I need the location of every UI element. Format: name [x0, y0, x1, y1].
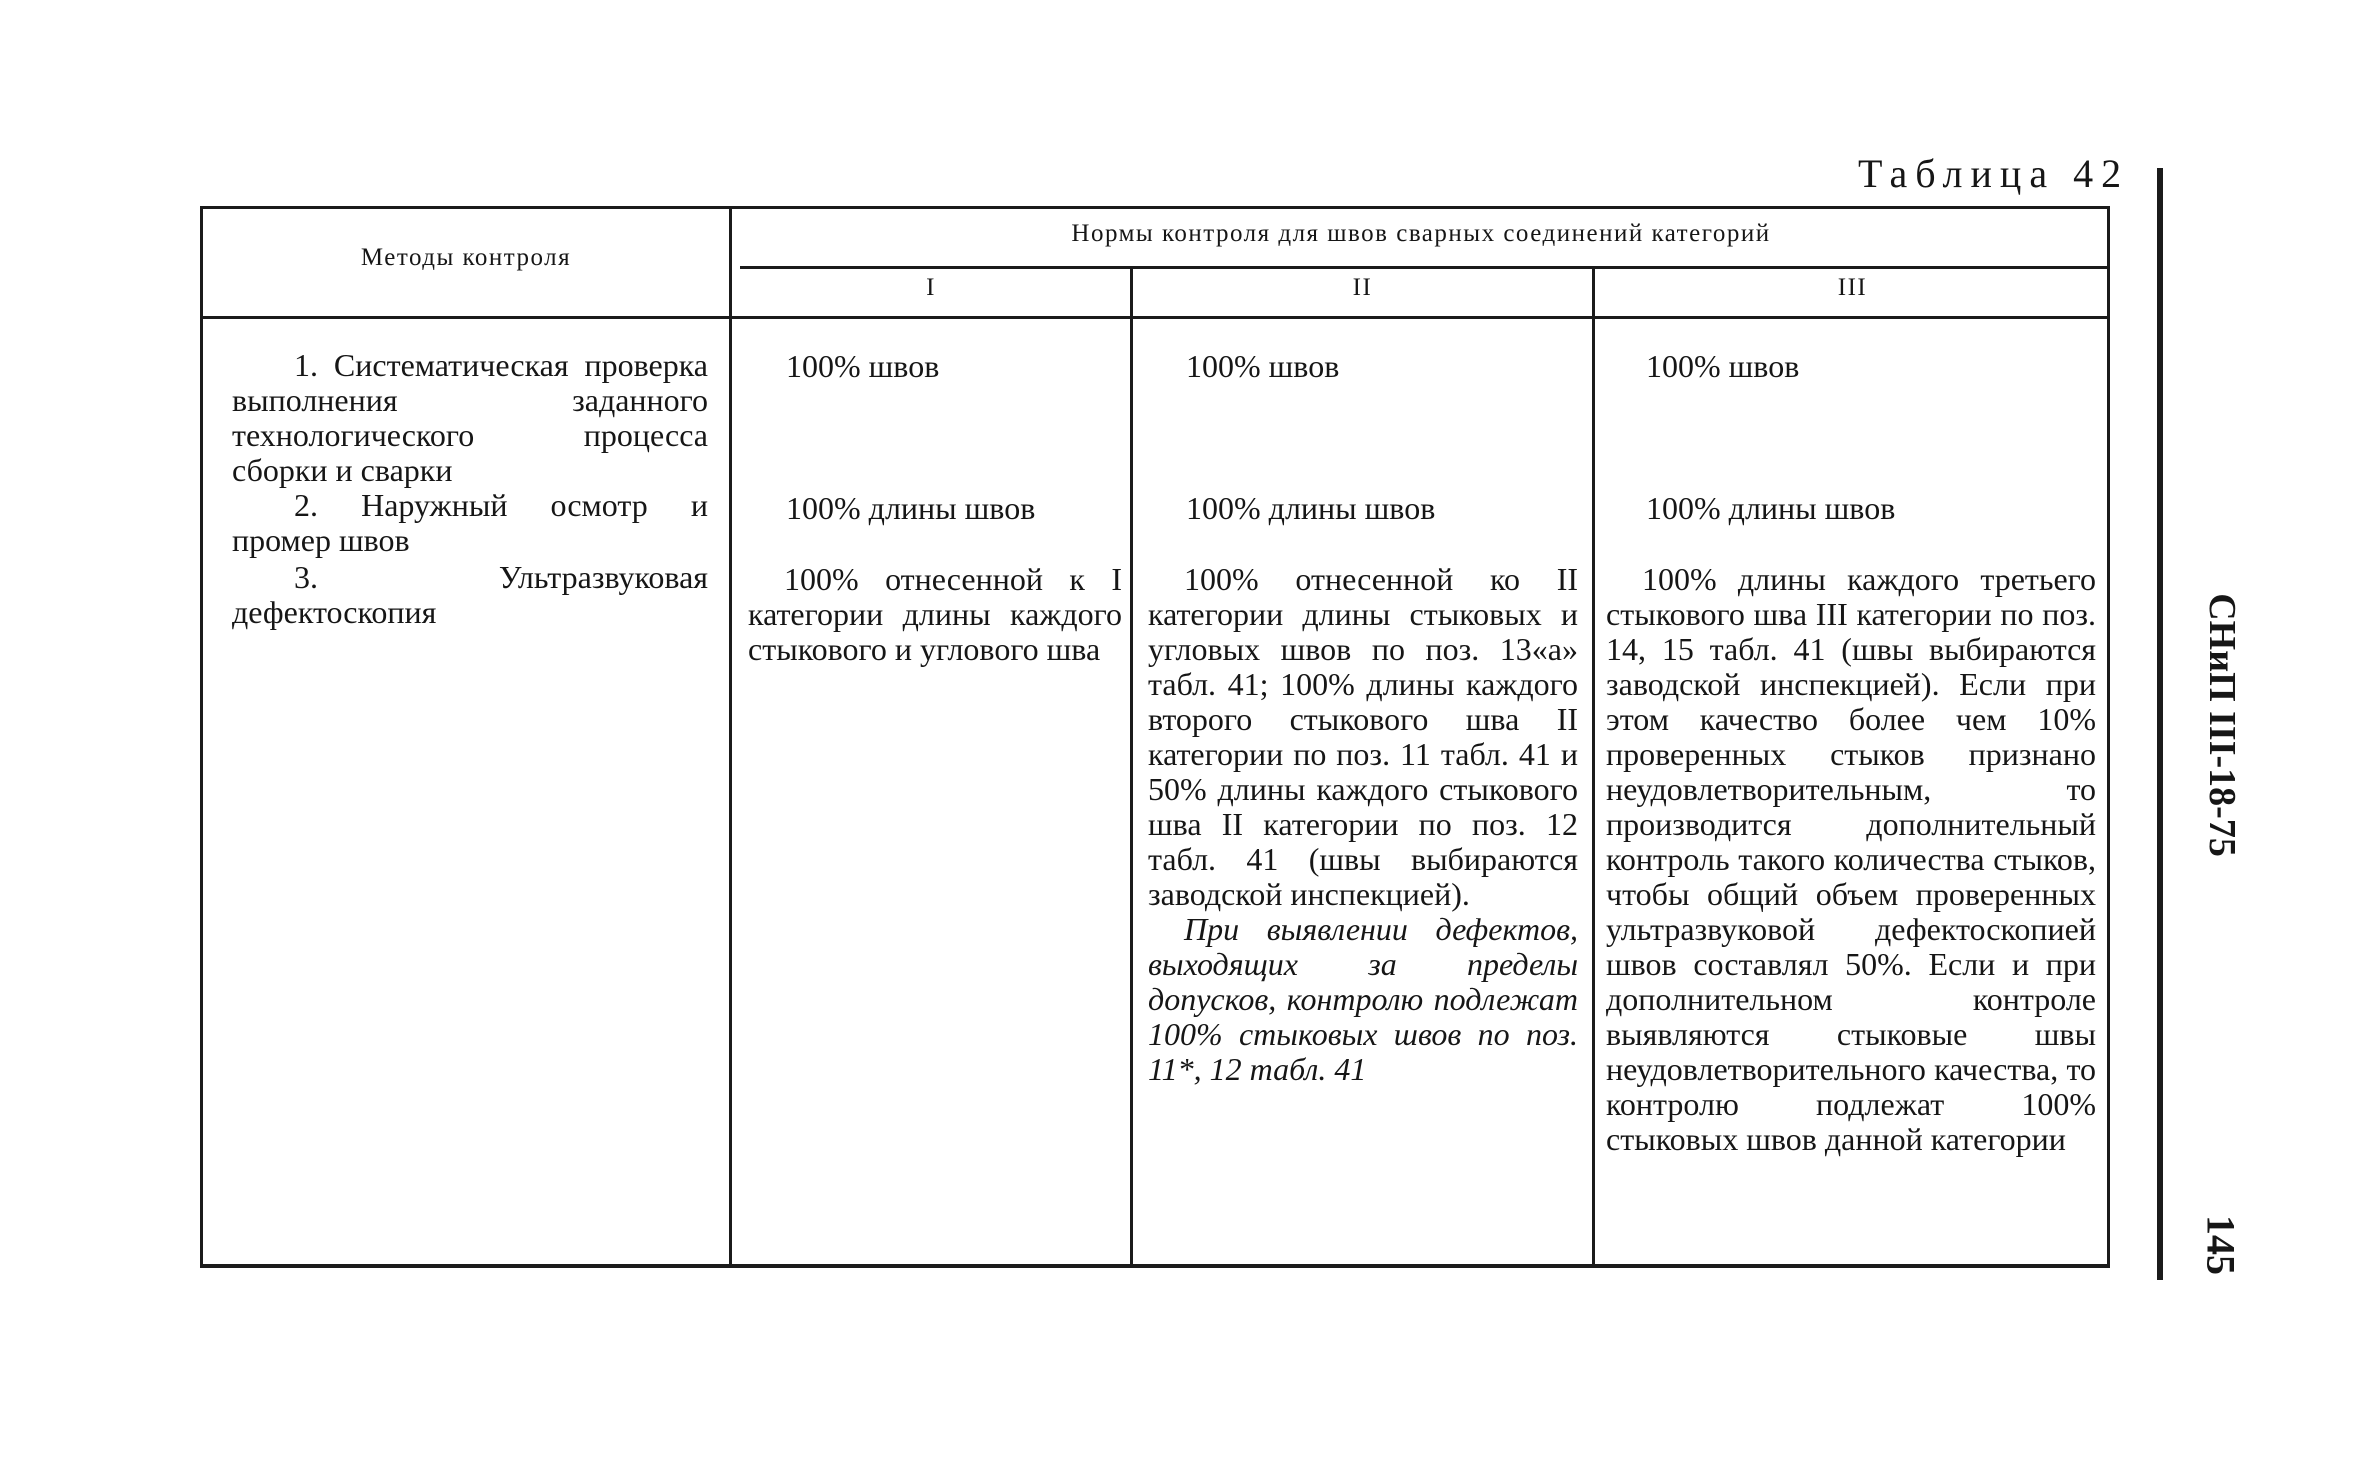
- column-divider-2: [1130, 266, 1133, 1268]
- method-1: [232, 348, 708, 488]
- running-head: [2200, 595, 2244, 855]
- header-category-3: III: [1837, 274, 1868, 301]
- row3-cat1-text: 100% отнесенной к I категории длины каждого стыкового и углового шва: [748, 561, 1122, 667]
- row1-cat1: 100% швов: [786, 348, 940, 384]
- header-category-1: I: [926, 274, 936, 301]
- header-category-2: II: [1352, 274, 1373, 301]
- row3-cat2: [1148, 562, 1578, 1087]
- method-1-text: 1. Систематическая проверка выполнения заданного технологического процесса сборки и сварки: [232, 347, 708, 488]
- header-subdivider: [740, 266, 2110, 269]
- row3-cat2-note: [1148, 912, 1578, 1087]
- method-3: [232, 560, 708, 630]
- row2-cat3: 100% длины швов: [1646, 490, 1896, 526]
- row3-cat3-text: 100% длины каждого третьего стыкового шва III категории по поз. 14, 15 табл. 41 (швы выбираются заводской инспекцией). Если при этом качество более чем 10% проверенных стыков признано неудовлетворительным, то производится дополнительный контроль такого количества стыков, чтобы общий объем проверенных ультразвуковой дефектоскопией швов составлял 50%. Если и при дополнительном контроле выявляются стыковые швы неудовлетворительного качества, то контролю подлежат 100% стыковых швов данной категории: [1606, 561, 2096, 1157]
- method-2-text: 2. Наружный осмотр и промер швов: [232, 487, 708, 558]
- method-2: [232, 488, 708, 558]
- header-bottom-rule: [200, 316, 2110, 319]
- row1-cat2: 100% швов: [1186, 348, 1340, 384]
- page-number: [2196, 1210, 2246, 1280]
- table-caption: Таблица 42: [1858, 151, 2130, 196]
- header-norms: Нормы контроля для швов сварных соединений категорий: [1071, 220, 1771, 247]
- header-methods: Методы контроля: [360, 244, 572, 271]
- margin-rule: [2157, 168, 2163, 1280]
- column-divider-1: [729, 206, 732, 1268]
- row2-cat1: 100% длины швов: [786, 490, 1036, 526]
- row3-cat2-text: 100% отнесенной ко II категории длины стыковых и угловых швов по поз. 13«а» табл. 41; 100% длины каждого второго стыкового шва II категории по поз. 11 табл. 41 и 50% длины каждого стыкового шва II категории по поз. 12 табл. 41 (швы выбираются заводской инспекцией).: [1148, 561, 1578, 912]
- row1-cat3: 100% швов: [1646, 348, 1800, 384]
- page-number-text: 145: [2198, 1215, 2244, 1275]
- column-divider-3: [1592, 266, 1595, 1268]
- running-head-text: СНиП III-18-75: [2201, 593, 2243, 857]
- method-3-text: 3. Ультразвуковая дефектоскопия: [232, 559, 708, 630]
- row3-cat1: [748, 562, 1122, 667]
- row3-cat3: [1606, 562, 2096, 1157]
- row3-cat2-note-text: При выявлении дефектов, выходящих за пределы допусков, контролю подлежат 100% стыковых швов по поз. 11*, 12 табл. 41: [1148, 911, 1578, 1087]
- row2-cat2: 100% длины швов: [1186, 490, 1436, 526]
